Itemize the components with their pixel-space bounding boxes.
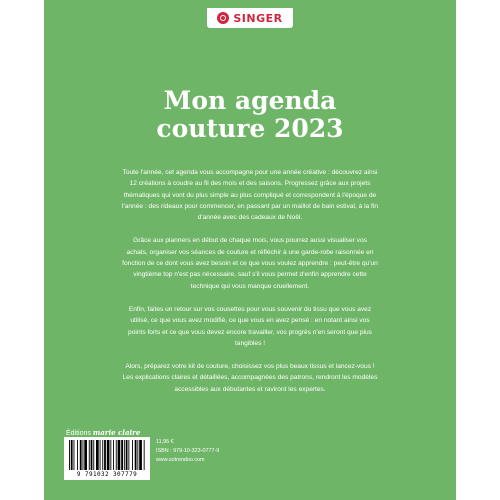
book-back-cover [44,0,456,500]
barcode-bar [132,440,133,470]
paragraph-4: Alors, préparez votre kit de couture, choisissez vos plus beaux tissus et lancez-vous ! Les explications claires et détaillées, accompagnées des patrons, rendront les modèles accessibles aux débutantes et raviront les expertes. [122,363,378,393]
barcode-bar [96,440,99,470]
barcode-bar [137,440,138,470]
barcode-bar [84,440,87,470]
barcode-bar [121,440,123,470]
barcode-bar [69,440,70,470]
publisher-name: marie claire [92,428,141,437]
barcode-bar [107,440,110,470]
barcode-bar [128,440,129,470]
paragraph-1: Toute l'année, cet agenda vous accompagne pour une année créative : découvrez ainsi 12 créations à coudre au fil des mois et des saisons. Progressez grâce aux projets thématiques qui vont du plus simple au plus compliqué et correspondent à l'époque de l'année : des rideaux pour commencer, en passant par un maillot de bain estival, à la fin d'année avec des cadeaux de Noël. [122,169,379,222]
description [122,167,378,407]
title-line-2: couture 2023 [156,114,344,143]
barcode-bar [102,440,103,470]
website: www.sotrendoo.com [156,457,205,463]
barcode-bar [89,440,90,470]
barcode-bar [71,440,73,470]
barcode-bar [113,440,114,470]
barcode-bar [83,440,84,470]
barcode-number: 9 791032 307779 [76,471,138,478]
barcode-bar [126,440,128,470]
barcode-bar [93,440,94,470]
barcode-bar [144,440,145,470]
barcode-bar [100,440,101,470]
logo-text: SINGER [233,11,283,25]
barcode-bar [124,440,125,470]
price: 11,95 € [156,439,174,445]
paragraph-2: Grâce aux planners en début de chaque mois, vous pourrez aussi visualiser vos achats, organiser vos séances de couture et réfléchir à une garde-robe raisonnée en fonction de ce dont vous avez besoin et ce que vous voulez apprendre : peut-être qu'un vingtième top n'est pas nécessaire, sauf s'il vous permet d'enfin apprendre cette technique qui vous manque cruellement. [122,237,378,290]
barcode-bar [110,440,111,470]
barcode-bar [80,440,82,470]
barcode [64,437,150,480]
price-info [156,438,219,465]
barcode-bar [135,440,137,470]
singer-badge-icon [217,12,229,24]
barcode-bar [104,440,106,470]
isbn: ISBN : 979-10-323-0777-9 [156,448,220,454]
barcode-bar [116,440,117,470]
barcode-bar [77,440,78,470]
barcode-bar [91,440,93,470]
singer-logo [207,8,293,28]
publisher-prefix: Éditions [66,430,91,437]
barcode-bar [74,440,75,470]
title-line-1: Mon agenda [163,86,337,115]
barcode-bar [118,440,121,470]
paragraph-3: Enfin, faites un retour sur vos cousettes pour vous souvenir du tissu que vous avez utilisé, ce que vous avez modifié, ce que vous en avez pensé : en notant ainsi vos points forts et ce que vous devez encore travailler, vos progrès n'en seront que plus tangibles ! [128,305,372,347]
publisher-label [66,428,140,437]
barcode-bar [139,440,142,470]
barcode-bars [68,440,146,470]
